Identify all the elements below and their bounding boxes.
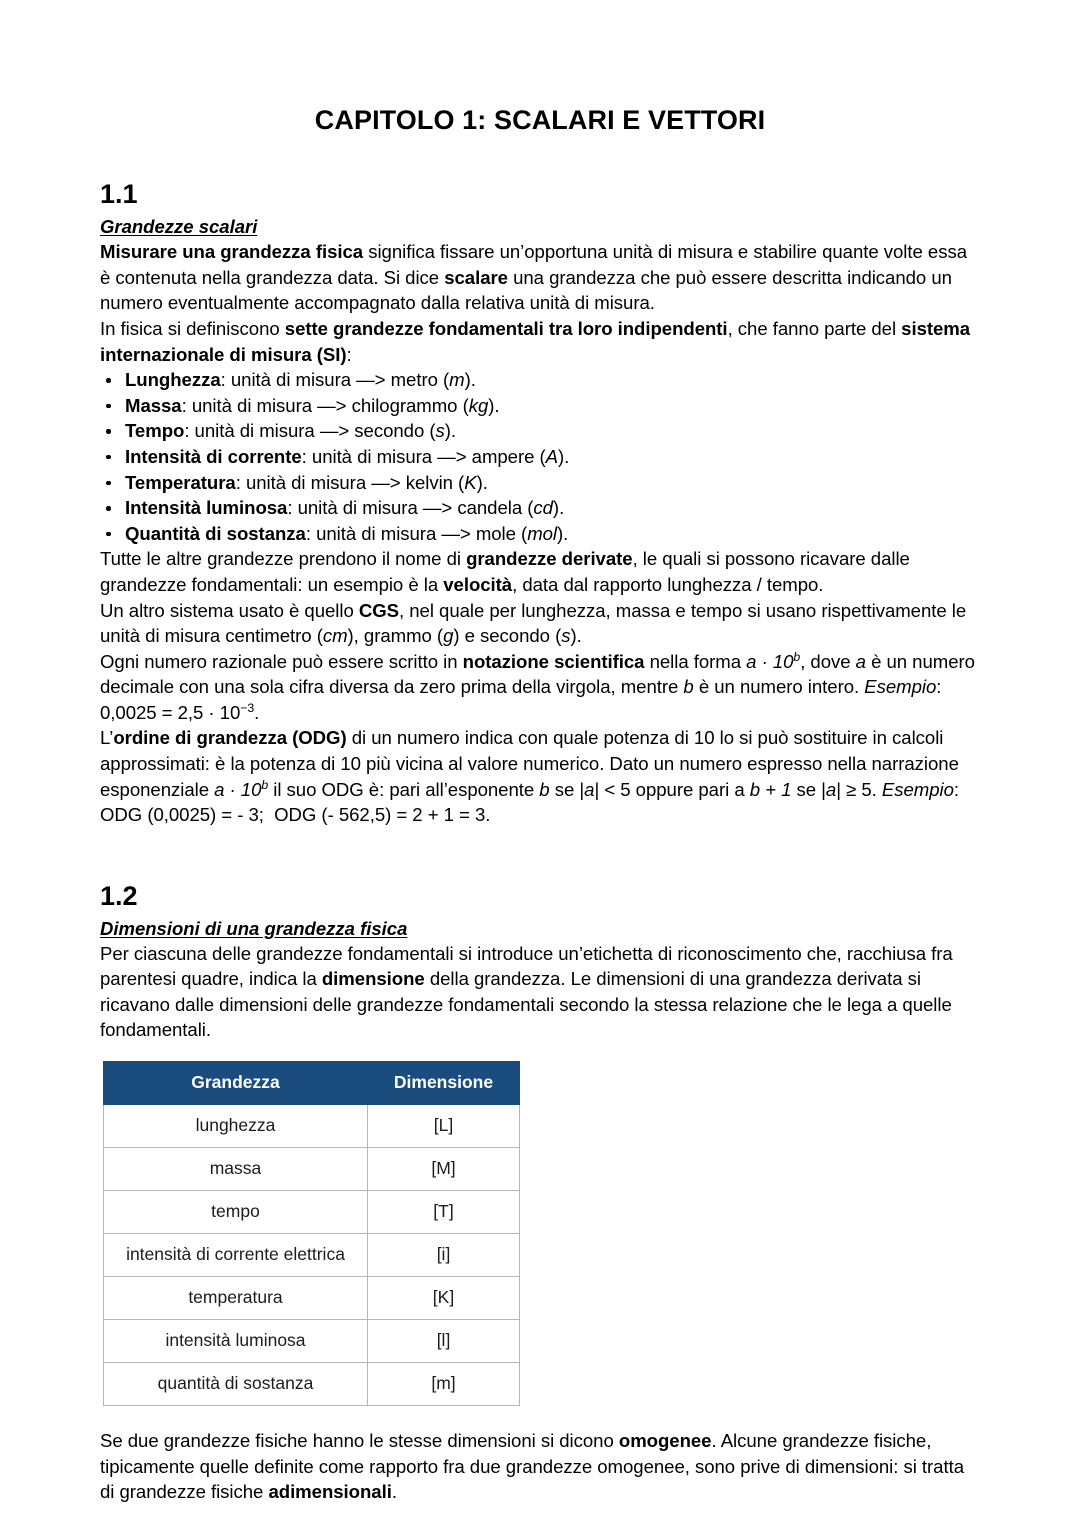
dimensions-table-wrapper <box>103 1061 980 1406</box>
paragraph-dimensioni-intro: Per ciascuna delle grandezze fondamentali si introduce un’etichetta di riconoscimento che, racchiusa fra parentesi quadre, indica la dimensione della grandezza. Le dimensioni di una grandezza derivata si ricavano dalle dimensioni delle grandezze fondamentali secondo la stessa relazione che le lega a quelle fondamentali. <box>100 942 953 1041</box>
table-row <box>104 1148 520 1191</box>
table-header-row <box>104 1062 520 1105</box>
table-cell-dimension: [l] <box>368 1320 520 1363</box>
table-row <box>104 1320 520 1363</box>
table-row <box>104 1277 520 1320</box>
table-header-dimensione: Dimensione <box>368 1062 520 1105</box>
table-cell-dimension: [M] <box>368 1148 520 1191</box>
list-item <box>100 367 980 393</box>
list-item-detail: : unità di misura —> ampere (A). <box>301 445 570 467</box>
table-cell-dimension: [L] <box>368 1105 520 1148</box>
page-title: CAPITOLO 1: SCALARI E VETTORI <box>314 105 766 135</box>
table-cell-quantity: tempo <box>104 1191 368 1234</box>
table-header-grandezza: Grandezza <box>104 1062 368 1105</box>
paragraph-omogenee-adimensionali: Se due grandezze fisiche hanno le stesse dimensioni si dicono omogenee. Alcune grandezze fisiche, tipicamente quelle definite come rapporto fra due grandezze omogenee, sono prive di dimensioni: si tratta di grandezze fisiche adimensionali. <box>100 1430 964 1503</box>
table-cell-dimension: [K] <box>368 1277 520 1320</box>
list-item-detail: : unità di misura —> candela (cd). <box>287 497 565 519</box>
section-number-1-1: 1.1 <box>100 179 138 210</box>
list-item <box>100 393 980 419</box>
table-cell-quantity: quantità di sostanza <box>104 1363 368 1406</box>
table-cell-quantity: intensità luminosa <box>104 1320 368 1363</box>
table-row <box>104 1234 520 1277</box>
list-item <box>100 418 980 444</box>
table-cell-quantity: intensità di corrente elettrica <box>104 1234 368 1277</box>
list-item <box>100 495 980 521</box>
table-cell-quantity: temperatura <box>104 1277 368 1320</box>
table-cell-dimension: [i] <box>368 1234 520 1277</box>
table-cell-dimension: [T] <box>368 1191 520 1234</box>
list-item-detail: : unità di misura —> kelvin (K). <box>235 471 488 493</box>
table-body <box>104 1105 520 1406</box>
section-subtitle-dimensioni: Dimensioni di una grandezza fisica <box>100 917 408 939</box>
list-item-term: Temperatura <box>125 471 236 493</box>
table-cell-dimension: [m] <box>368 1363 520 1406</box>
list-item <box>100 521 980 547</box>
table-row <box>104 1363 520 1406</box>
table-row <box>104 1191 520 1234</box>
section-subtitle-grandezze-scalari: Grandezze scalari <box>100 216 258 238</box>
list-item <box>100 470 980 496</box>
fundamental-quantities-list <box>100 367 980 546</box>
dimensions-table <box>103 1061 520 1406</box>
page-content <box>100 0 980 1505</box>
table-cell-quantity: massa <box>104 1148 368 1191</box>
section-number-1-2: 1.2 <box>100 880 138 911</box>
table-row <box>104 1105 520 1148</box>
paragraph-grandezze-derivate-odg: Tutte le altre grandezze prendono il nome di grandezze derivate, le quali si possono ricavare dalle grandezze fondamentali: un esempio è la velocità, data dal rapporto lunghezza / tempo. Un altro sistema usato è quello CGS, nel quale per lunghezza, massa e tempo si usano rispettivamente le unità di misura centimetro (cm), grammo (g) e secondo (s). Ogni numero razionale può essere scritto in notazione scientifica nella forma $a \cdot 10^b$, dove a è un numero decimale con una sola cifra diversa da zero prima della virgola, mentre b è un numero intero. Esempio: $0,0025 = 2,5 \cdot 10^{-3}$. L’ordine di grandezza (ODG) di un numero indica con quale potenza di 10 lo si può sostituire in calcoli approssimati: è la potenza di 10 più vicina al valore numerico. Dato un numero espresso nella narrazione esponenziale $a \cdot 10^b$ il suo ODG è: pari all’esponente b se |a| < 5 oppure pari a b + 1 se |a| ≥ 5. Esempio: ODG (0,0025) = - 3; ODG (- 562,5) = 2 + 1 = 3. <box>100 548 975 826</box>
list-item-term: Massa <box>125 394 182 416</box>
list-item-term: Lunghezza <box>125 369 221 391</box>
list-item-term: Intensità di corrente <box>125 445 302 467</box>
paragraph-misurare-grandezza: Misurare una grandezza fisica significa fissare un’opportuna unità di misura e stabilire quante volte essa è contenuta nella grandezza data. Si dice scalare una grandezza che può essere descritta indicando un numero eventualmente accompagnato dalla relativa unità di misura. In fisica si definiscono sette grandezze fondamentali tra loro indipendenti, che fanno parte del sistema internazionale di misura (SI): <box>100 241 971 365</box>
list-item-term: Intensità luminosa <box>125 497 288 519</box>
table-head <box>104 1062 520 1105</box>
list-item-term: Tempo <box>125 420 185 442</box>
list-item-detail: : unità di misura —> chilogrammo (kg). <box>181 394 500 416</box>
list-item-detail: : unità di misura —> mole (mol). <box>305 522 569 544</box>
list-item <box>100 444 980 470</box>
list-item-detail: : unità di misura —> metro (m). <box>220 369 476 391</box>
table-cell-quantity: lunghezza <box>104 1105 368 1148</box>
list-item-detail: : unità di misura —> secondo (s). <box>184 420 457 442</box>
list-item-term: Quantità di sostanza <box>125 522 306 544</box>
